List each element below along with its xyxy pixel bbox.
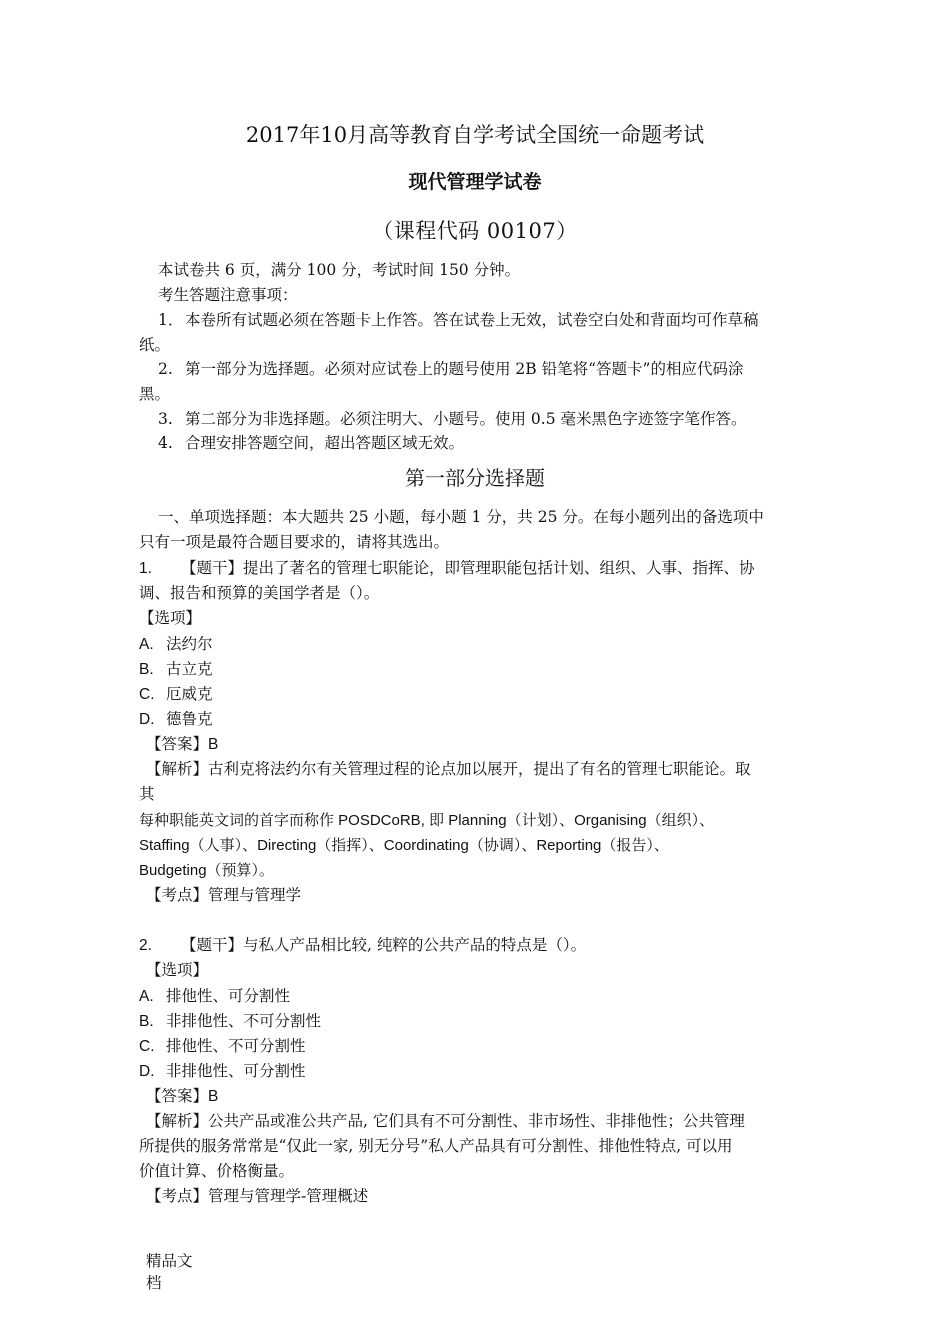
option-key: B. [139, 1013, 154, 1030]
analysis-line: 所提供的服务常常是“仅此一家, 别无分号”私人产品具有可分割性、排他性特点, 可以用 [139, 1137, 733, 1155]
option-b [139, 1010, 815, 1033]
option-key: D. [139, 711, 155, 728]
question-1-stem-cont: 调、报告和预算的美国学者是（）。 [139, 584, 380, 602]
option-c [139, 1035, 815, 1058]
answer-label: 【答案】 [146, 735, 209, 753]
knowledge-point: 【考点】管理与管理学 [146, 886, 302, 904]
note-text: 本卷所有试题必须在答题卡上作答。答在试卷上无效，试卷空白处和背面均可作草稿 [185, 311, 759, 329]
analysis-line: 其 [139, 785, 155, 803]
notice-title: 考生答题注意事项： [158, 286, 298, 304]
footer-line: 精品文 [146, 1252, 193, 1270]
note-2 [158, 358, 834, 380]
section-instruction: 一、单项选择题：本大题共 25 小题，每小题 1 分，共 25 分。在每小题列出的备选项中 [158, 508, 764, 526]
option-key: A. [139, 636, 154, 653]
option-c [139, 683, 815, 706]
analysis-line: Staffing（人事）、Directing（指挥）、Coordinating（协调）、Reporting（报告）、 [139, 837, 669, 854]
option-a [139, 985, 815, 1008]
answer [146, 1085, 822, 1108]
option-text: 非排他性、不可分割性 [166, 1012, 322, 1030]
note-number: 3. [158, 410, 173, 428]
question-number: 1. [139, 560, 152, 577]
question-2-stem [139, 934, 815, 957]
options-label: 【选项】 [139, 609, 202, 627]
option-key: D. [139, 1063, 155, 1080]
knowledge-point: 【考点】管理与管理学-管理概述 [146, 1187, 369, 1205]
answer [146, 733, 822, 756]
answer-value: B [208, 1088, 219, 1105]
question-1-stem [139, 557, 815, 580]
option-key: C. [139, 1038, 155, 1055]
option-key: A. [139, 988, 154, 1005]
option-key: C. [139, 686, 155, 703]
option-text: 古立克 [166, 660, 213, 678]
option-text: 非排他性、可分割性 [166, 1062, 306, 1080]
analysis-line: 【解析】古利克将法约尔有关管理过程的论点加以展开，提出了有名的管理七职能论。取 [146, 760, 751, 778]
option-d [139, 1060, 815, 1083]
note-number: 4. [158, 434, 173, 452]
option-key: B. [139, 661, 154, 678]
part1-heading: 第一部分选择题 [405, 466, 545, 490]
note-text: 第二部分为非选择题。必须注明大、小题号。使用 0.5 毫米黑色字迹签字笔作答。 [185, 410, 747, 428]
note-text: 合理安排答题空间，超出答题区域无效。 [185, 434, 465, 452]
exam-title: 2017年10月高等教育自学考试全国统一命题考试 [245, 123, 705, 147]
options-label: 【选项】 [146, 961, 209, 979]
note-3 [158, 408, 834, 430]
note-text: 第一部分为选择题。必须对应试卷上的题号使用 2B 铅笔将“答题卡”的相应代码涂 [185, 360, 744, 378]
paper-subtitle: 现代管理学试卷 [408, 171, 542, 193]
analysis-line: 每种职能英文词的首字而称作 POSDCoRB, 即 Planning（计划）、Organising（组织）、 [139, 812, 715, 829]
section-instruction-cont: 只有一项是最符合题目要求的，请将其选出。 [139, 533, 450, 551]
option-d [139, 708, 815, 731]
exam-summary: 本试卷共 6 页，满分 100 分，考试时间 150 分钟。 [158, 261, 521, 279]
note-2-cont: 黑。 [139, 385, 171, 403]
note-1-cont: 纸。 [139, 336, 171, 354]
option-text: 厄威克 [166, 685, 213, 703]
answer-value: B [208, 736, 219, 753]
analysis-line: Budgeting（预算）。 [139, 862, 275, 879]
course-code: （课程代码 00107） [372, 219, 578, 243]
footer-watermark [146, 1250, 206, 1294]
footer-line: 档 [146, 1274, 162, 1292]
analysis-line: 价值计算、价格衡量。 [139, 1162, 295, 1180]
option-text: 排他性、可分割性 [166, 987, 291, 1005]
question-stem: 【题干】与私人产品相比较, 纯粹的公共产品的特点是（）。 [181, 936, 587, 954]
option-a [139, 633, 815, 656]
note-1 [158, 309, 834, 331]
note-number: 1． [158, 311, 184, 329]
question-number: 2. [139, 937, 152, 954]
option-text: 法约尔 [166, 635, 213, 653]
analysis-line: 【解析】公共产品或准公共产品, 它们具有不可分割性、非市场性、非排他性；公共管理 [146, 1112, 745, 1130]
option-text: 德鲁克 [166, 710, 213, 728]
note-4 [158, 432, 834, 454]
note-number: 2. [158, 360, 173, 378]
option-text: 排他性、不可分割性 [166, 1037, 306, 1055]
answer-label: 【答案】 [146, 1087, 209, 1105]
question-stem: 【题干】提出了著名的管理七职能论，即管理职能包括计划、组织、人事、指挥、协 [181, 559, 755, 577]
option-b [139, 658, 815, 681]
